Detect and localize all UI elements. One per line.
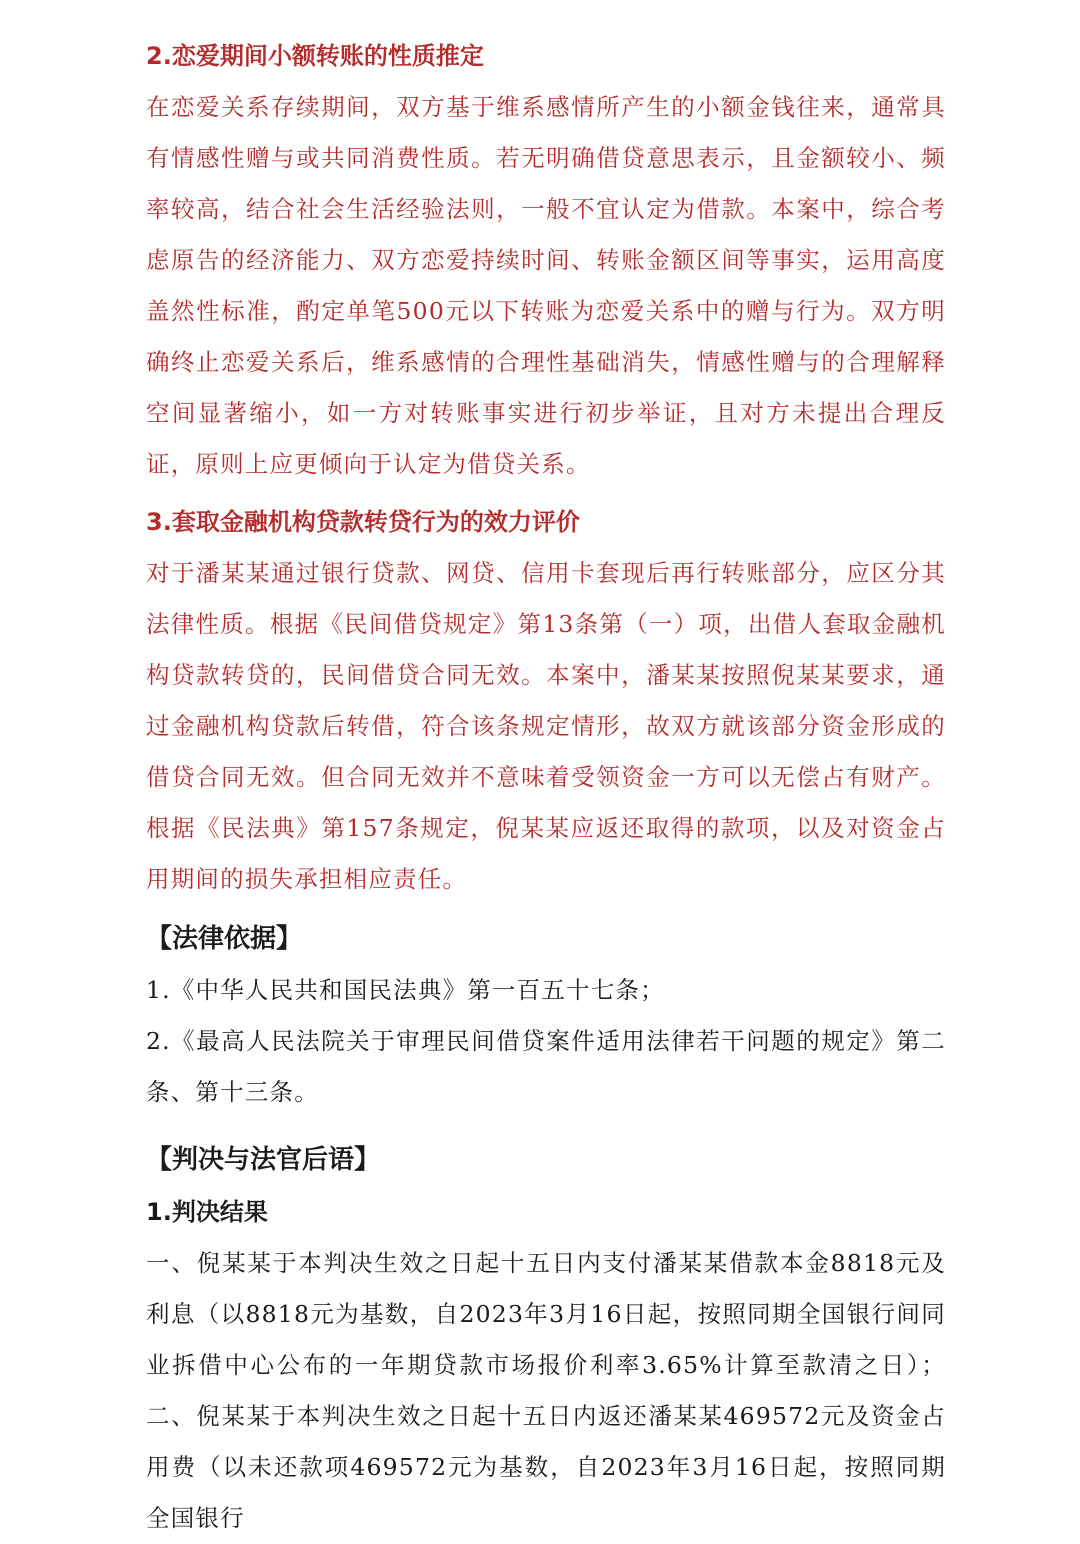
legal-basis-item-2: 2.《最高人民法院关于审理民间借贷案件适用法律若干问题的规定》第二条、第十三条。 (146, 1027, 946, 1106)
section-3-paragraph: 对于潘某某通过银行贷款、网贷、信用卡套现后再行转账部分，应区分其法律性质。根据《民间借贷规定》第13条第（一）项，出借人套取金融机构贷款转贷的，民间借贷合同无效。本案中，潘某某按照倪某某要求，通过金融机构贷款后转借，符合该条规定情形，故双方就该部分资金形成的借贷合同无效。但合同无效并不意味着受领资金一方可以无偿占有财产。根据《民法典》第157条规定，倪某某应返还取得的款项，以及对资金占用期间的损失承担相应责任。 (146, 559, 946, 893)
legal-basis-item-1: 1.《中华人民共和国民法典》第一百五十七条； (146, 976, 665, 1004)
article-body (146, 38, 946, 1544)
judgment-result-heading: 1.判决结果 (146, 1198, 268, 1226)
judgment-result-paragraph: 一、倪某某于本判决生效之日起十五日内支付潘某某借款本金8818元及利息（以8818元为基数，自2023年3月16日起，按照同期全国银行间同业拆借中心公布的一年期贷款市场报价利率3.65%计算至款清之日）；二、倪某某于本判决生效之日起十五日内返还潘某某469572元及资金占用费（以未还款项469572元为基数，自2023年3月16日起，按照同期全国银行 (146, 1249, 946, 1532)
section-2-heading: 2.恋爱期间小额转账的性质推定 (146, 42, 484, 70)
legal-basis-title: 【法律依据】 (146, 924, 303, 954)
section-2-paragraph: 在恋爱关系存续期间，双方基于维系感情所产生的小额金钱往来，通常具有情感性赠与或共同消费性质。若无明确借贷意思表示，且金额较小、频率较高，结合社会生活经验法则，一般不宜认定为借款。本案中，综合考虑原告的经济能力、双方恋爱持续时间、转账金额区间等事实，运用高度盖然性标准，酌定单笔500元以下转账为恋爱关系中的赠与行为。双方明确终止恋爱关系后，维系感情的合理性基础消失，情感性赠与的合理解释空间显著缩小，如一方对转账事实进行初步举证，且对方未提出合理反证，原则上应更倾向于认定为借贷关系。 (146, 93, 946, 478)
judgment-title: 【判决与法官后语】 (146, 1145, 381, 1175)
section-3-heading: 3.套取金融机构贷款转贷行为的效力评价 (146, 508, 580, 536)
